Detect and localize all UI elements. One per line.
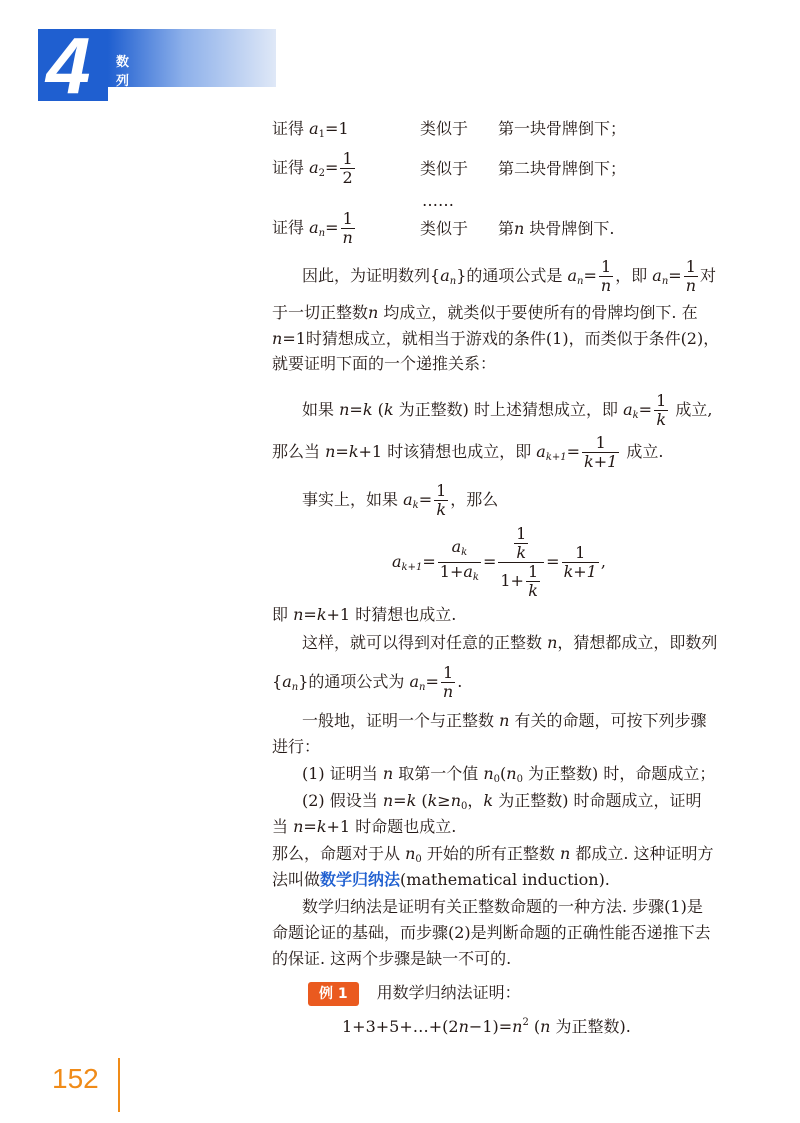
numerator: 1: [441, 664, 455, 683]
math-eq: =: [668, 266, 682, 285]
text: 那么，命题对于从: [272, 844, 406, 863]
math-sub: 0: [493, 774, 501, 785]
math-var: n: [483, 764, 494, 783]
math-var: k: [316, 605, 327, 624]
math-sub: 0: [516, 774, 523, 785]
math-sub: 0: [461, 801, 468, 812]
math-var: n: [272, 329, 283, 348]
p8-line2: [272, 816, 456, 838]
math-var: n: [382, 764, 394, 783]
p1-line3: [272, 328, 719, 350]
text: 为正整数) 时，命题成立；: [522, 764, 716, 783]
math-var: n: [450, 791, 462, 810]
ellipsis: ……: [422, 191, 454, 210]
text: +1 时猜想也成立.: [326, 605, 457, 624]
denominator: k: [436, 500, 447, 519]
p1-line1: [302, 258, 716, 295]
math-sub: k+1: [545, 452, 567, 463]
math-sub: n: [291, 682, 299, 693]
display-equation: [392, 525, 606, 600]
text: 那么当: [272, 442, 326, 461]
p9-line2: [272, 869, 610, 891]
text: ，那么: [450, 490, 499, 509]
example-1: [308, 982, 521, 1006]
denominator: n: [342, 228, 353, 247]
math-eq: =: [546, 552, 560, 571]
denominator: k: [516, 543, 527, 562]
math-eq: =: [422, 552, 436, 571]
step-n: [272, 210, 357, 247]
math-eq: =: [303, 817, 317, 836]
text: 均成立，就类似于要使所有的骨牌均倒下. 在: [378, 303, 698, 322]
page-number: 152: [52, 1063, 99, 1094]
text: 事实上，如果: [302, 490, 404, 509]
math-rhs: =: [325, 218, 339, 237]
step-2-mid: 类似于: [420, 159, 469, 178]
chapter-band: [108, 29, 276, 87]
math-var: a: [282, 672, 292, 691]
math-eq: =: [566, 442, 581, 461]
text: 成立.: [621, 442, 664, 461]
math-eq: =: [425, 672, 439, 691]
text: ,: [600, 552, 606, 571]
math-sub: k: [461, 547, 468, 558]
text: (: [372, 400, 384, 419]
numerator: 1: [341, 210, 355, 229]
numerator: 1: [436, 481, 447, 500]
chapter-number: 4: [46, 21, 91, 110]
example-formula: [342, 1012, 631, 1038]
text: 为正整数).: [550, 1017, 631, 1036]
math-eq: =: [482, 552, 497, 571]
math-var: n: [293, 817, 304, 836]
math-var: k: [427, 791, 438, 810]
text: }的通项公式是: [456, 266, 568, 285]
text: 1+3+5+…+(2: [342, 1017, 459, 1036]
p7-line1: [302, 763, 715, 791]
math-var: a: [623, 400, 633, 419]
chapter-title: 数列: [116, 55, 130, 89]
text: 第: [498, 219, 515, 238]
fraction: [340, 150, 354, 187]
math-var: n: [547, 633, 558, 652]
math-eq: =: [303, 605, 317, 624]
math-var: k: [362, 400, 373, 419]
key-term: 数学归纳法: [320, 870, 401, 889]
step-2: [272, 150, 357, 187]
math-var: k: [406, 791, 417, 810]
text: (1) 证明当: [302, 764, 383, 783]
math-eq: =: [418, 490, 433, 509]
text: 即: [272, 605, 294, 624]
step-prefix: 证得: [272, 218, 305, 237]
math-var: a: [309, 158, 319, 177]
denominator: 2: [342, 168, 353, 187]
numerator: 1: [562, 544, 599, 563]
text: 于一切正整数: [272, 303, 369, 322]
fraction: [582, 434, 619, 471]
math-sub: n: [449, 276, 457, 287]
denominator: k+1: [584, 452, 618, 471]
text: (: [416, 791, 428, 810]
text: .: [457, 672, 463, 691]
text: 这样，就可以得到对任意的正整数: [302, 633, 548, 652]
text: (2) 假设当: [302, 791, 383, 810]
step-n-mid: 类似于: [420, 219, 469, 238]
math-var: a: [403, 490, 413, 509]
text: 块骨牌倒下.: [524, 219, 615, 238]
math-var: k: [383, 400, 394, 419]
math-var: n: [405, 844, 416, 863]
math-sub: k: [412, 500, 419, 511]
numerator: 1: [599, 258, 613, 277]
text: 当: [272, 817, 294, 836]
math-var: a: [309, 119, 319, 138]
p6-line2: 进行：: [272, 737, 321, 756]
example-badge: 例 1: [308, 982, 359, 1006]
denominator: n: [685, 276, 696, 295]
math-var: n: [382, 791, 394, 810]
math-var: n: [540, 1017, 551, 1036]
math-var: n: [506, 764, 517, 783]
numerator: [498, 525, 544, 563]
fraction: [684, 258, 698, 295]
numerator: 1: [516, 524, 527, 543]
numerator: 1: [656, 391, 667, 410]
text: 对: [700, 266, 717, 285]
step-1: [272, 118, 349, 146]
text: ≥: [437, 791, 451, 810]
fraction: [654, 392, 668, 429]
text: 都成立. 这种证明方: [570, 844, 714, 863]
p9-line1: [272, 843, 714, 871]
text: }的通项公式为: [298, 672, 410, 691]
denominator: n: [600, 276, 612, 295]
math-var: n: [499, 711, 510, 730]
text: 有关的命题，可按下列步骤: [509, 711, 707, 730]
denominator: [498, 563, 544, 600]
math-var: n: [339, 400, 350, 419]
page-number-divider: [118, 1058, 120, 1112]
fraction: [599, 258, 613, 295]
math-var: n: [559, 844, 571, 863]
text: 取第一个值: [393, 764, 484, 783]
step-n-right: [498, 218, 615, 240]
text: ，猜想都成立，即数列: [557, 633, 718, 652]
step-2-right: 第二块骨牌倒下；: [498, 159, 627, 178]
text: ，: [467, 791, 484, 810]
math-eq: =: [349, 400, 363, 419]
text: 1+: [500, 571, 524, 590]
math-sub: 0: [415, 854, 422, 865]
p10-line1: 数学归纳法是证明有关正整数命题的一种方法. 步骤(1)是: [302, 897, 703, 916]
text: =1时猜想成立，就相当于游戏的条件(1)，而类似于条件(2)，: [282, 329, 720, 348]
math-sub: n: [661, 276, 669, 287]
math-eq: =: [638, 400, 653, 419]
denominator: n: [442, 682, 454, 701]
math-sup: 2: [522, 1017, 529, 1028]
math-var: a: [392, 552, 402, 571]
text: 1+: [439, 562, 464, 581]
p5-line1: [302, 632, 717, 654]
math-sub: 1: [318, 129, 326, 140]
math-sub: n: [577, 276, 584, 287]
text: 法叫做: [272, 870, 321, 889]
math-eq: =: [393, 791, 407, 810]
math-eq: =: [335, 442, 349, 461]
math-sub: n: [318, 228, 326, 239]
fraction: [526, 563, 540, 600]
numerator: 1: [527, 562, 539, 581]
step-prefix: 证得: [272, 119, 305, 138]
math-var: a: [440, 266, 450, 285]
p4-line1: [272, 604, 456, 626]
math-sub: n: [419, 682, 426, 693]
text: 因此，为证明数列{: [302, 266, 441, 285]
p2-line2: [272, 434, 664, 471]
text: +1 时该猜想也成立，即: [358, 442, 537, 461]
text: 成立,: [670, 400, 713, 419]
numerator: [438, 538, 481, 563]
math-eq: =: [583, 266, 597, 285]
math-var: k: [483, 791, 494, 810]
math-rhs: =: [325, 158, 339, 177]
fraction: [434, 482, 448, 519]
math-sub: k: [472, 572, 479, 583]
p10-line3: 的保证. 这两个步骤是缺一不可的.: [272, 949, 512, 968]
math-var: a: [567, 266, 578, 285]
p1-line2: [272, 302, 698, 324]
math-var: n: [514, 219, 525, 238]
p3-line1: [302, 482, 498, 519]
numerator: 1: [582, 434, 619, 453]
math-sub: 2: [318, 168, 326, 179]
text: 开始的所有正整数: [421, 844, 560, 863]
denominator: k: [528, 581, 538, 600]
fraction: [514, 525, 528, 562]
p6-line1: [302, 710, 707, 732]
math-sub: k: [632, 410, 639, 421]
math-var: n: [293, 605, 304, 624]
numerator: 1: [342, 149, 353, 168]
math-rhs: =1: [325, 119, 349, 138]
math-var: a: [652, 266, 662, 285]
math-var: n: [458, 1017, 469, 1036]
math-var: n: [512, 1017, 523, 1036]
text: 一般地，证明一个与正整数: [302, 711, 500, 730]
text: {: [272, 672, 283, 691]
fraction: [562, 544, 599, 581]
text: 为正整数) 时命题成立，证明: [493, 791, 702, 810]
math-var: k: [348, 442, 359, 461]
math-var: n: [368, 303, 379, 322]
text: 如果: [302, 400, 340, 419]
p2-line1: [302, 392, 712, 429]
complex-fraction: [498, 525, 544, 600]
text: (: [528, 1017, 541, 1036]
text: (mathematical induction).: [400, 870, 610, 889]
text: +1 时命题也成立.: [326, 817, 457, 836]
p10-line2: 命题论证的基础，而步骤(2)是判断命题的正确性能否递推下去: [272, 923, 711, 942]
step-prefix: 证得: [272, 158, 305, 177]
math-var: n: [325, 442, 336, 461]
math-sub: k+1: [401, 562, 423, 573]
denominator: [438, 563, 481, 587]
math-var: a: [409, 672, 420, 691]
fraction: [441, 664, 455, 701]
p5-line2: [272, 664, 462, 701]
example-text: 用数学归纳法证明：: [376, 983, 521, 1002]
denominator: k+1: [563, 562, 597, 581]
p8-line1: [302, 790, 702, 818]
text: −1)=: [468, 1017, 513, 1036]
chapter-number-box: [38, 21, 108, 110]
math-var: a: [463, 562, 473, 581]
fraction: [341, 210, 355, 247]
math-var: a: [451, 537, 462, 556]
p1-line4: 就要证明下面的一个递推关系：: [272, 354, 497, 373]
step-1-right: 第一块骨牌倒下；: [498, 119, 627, 138]
math-var: a: [536, 442, 546, 461]
fraction: [438, 538, 481, 587]
math-var: k: [316, 817, 327, 836]
math-var: a: [309, 218, 319, 237]
numerator: 1: [684, 258, 698, 277]
text: ，即: [615, 266, 653, 285]
text: 为正整数) 时上述猜想成立，即: [393, 400, 624, 419]
denominator: k: [656, 410, 667, 429]
text: (: [500, 764, 507, 783]
step-1-mid: 类似于: [420, 119, 469, 138]
